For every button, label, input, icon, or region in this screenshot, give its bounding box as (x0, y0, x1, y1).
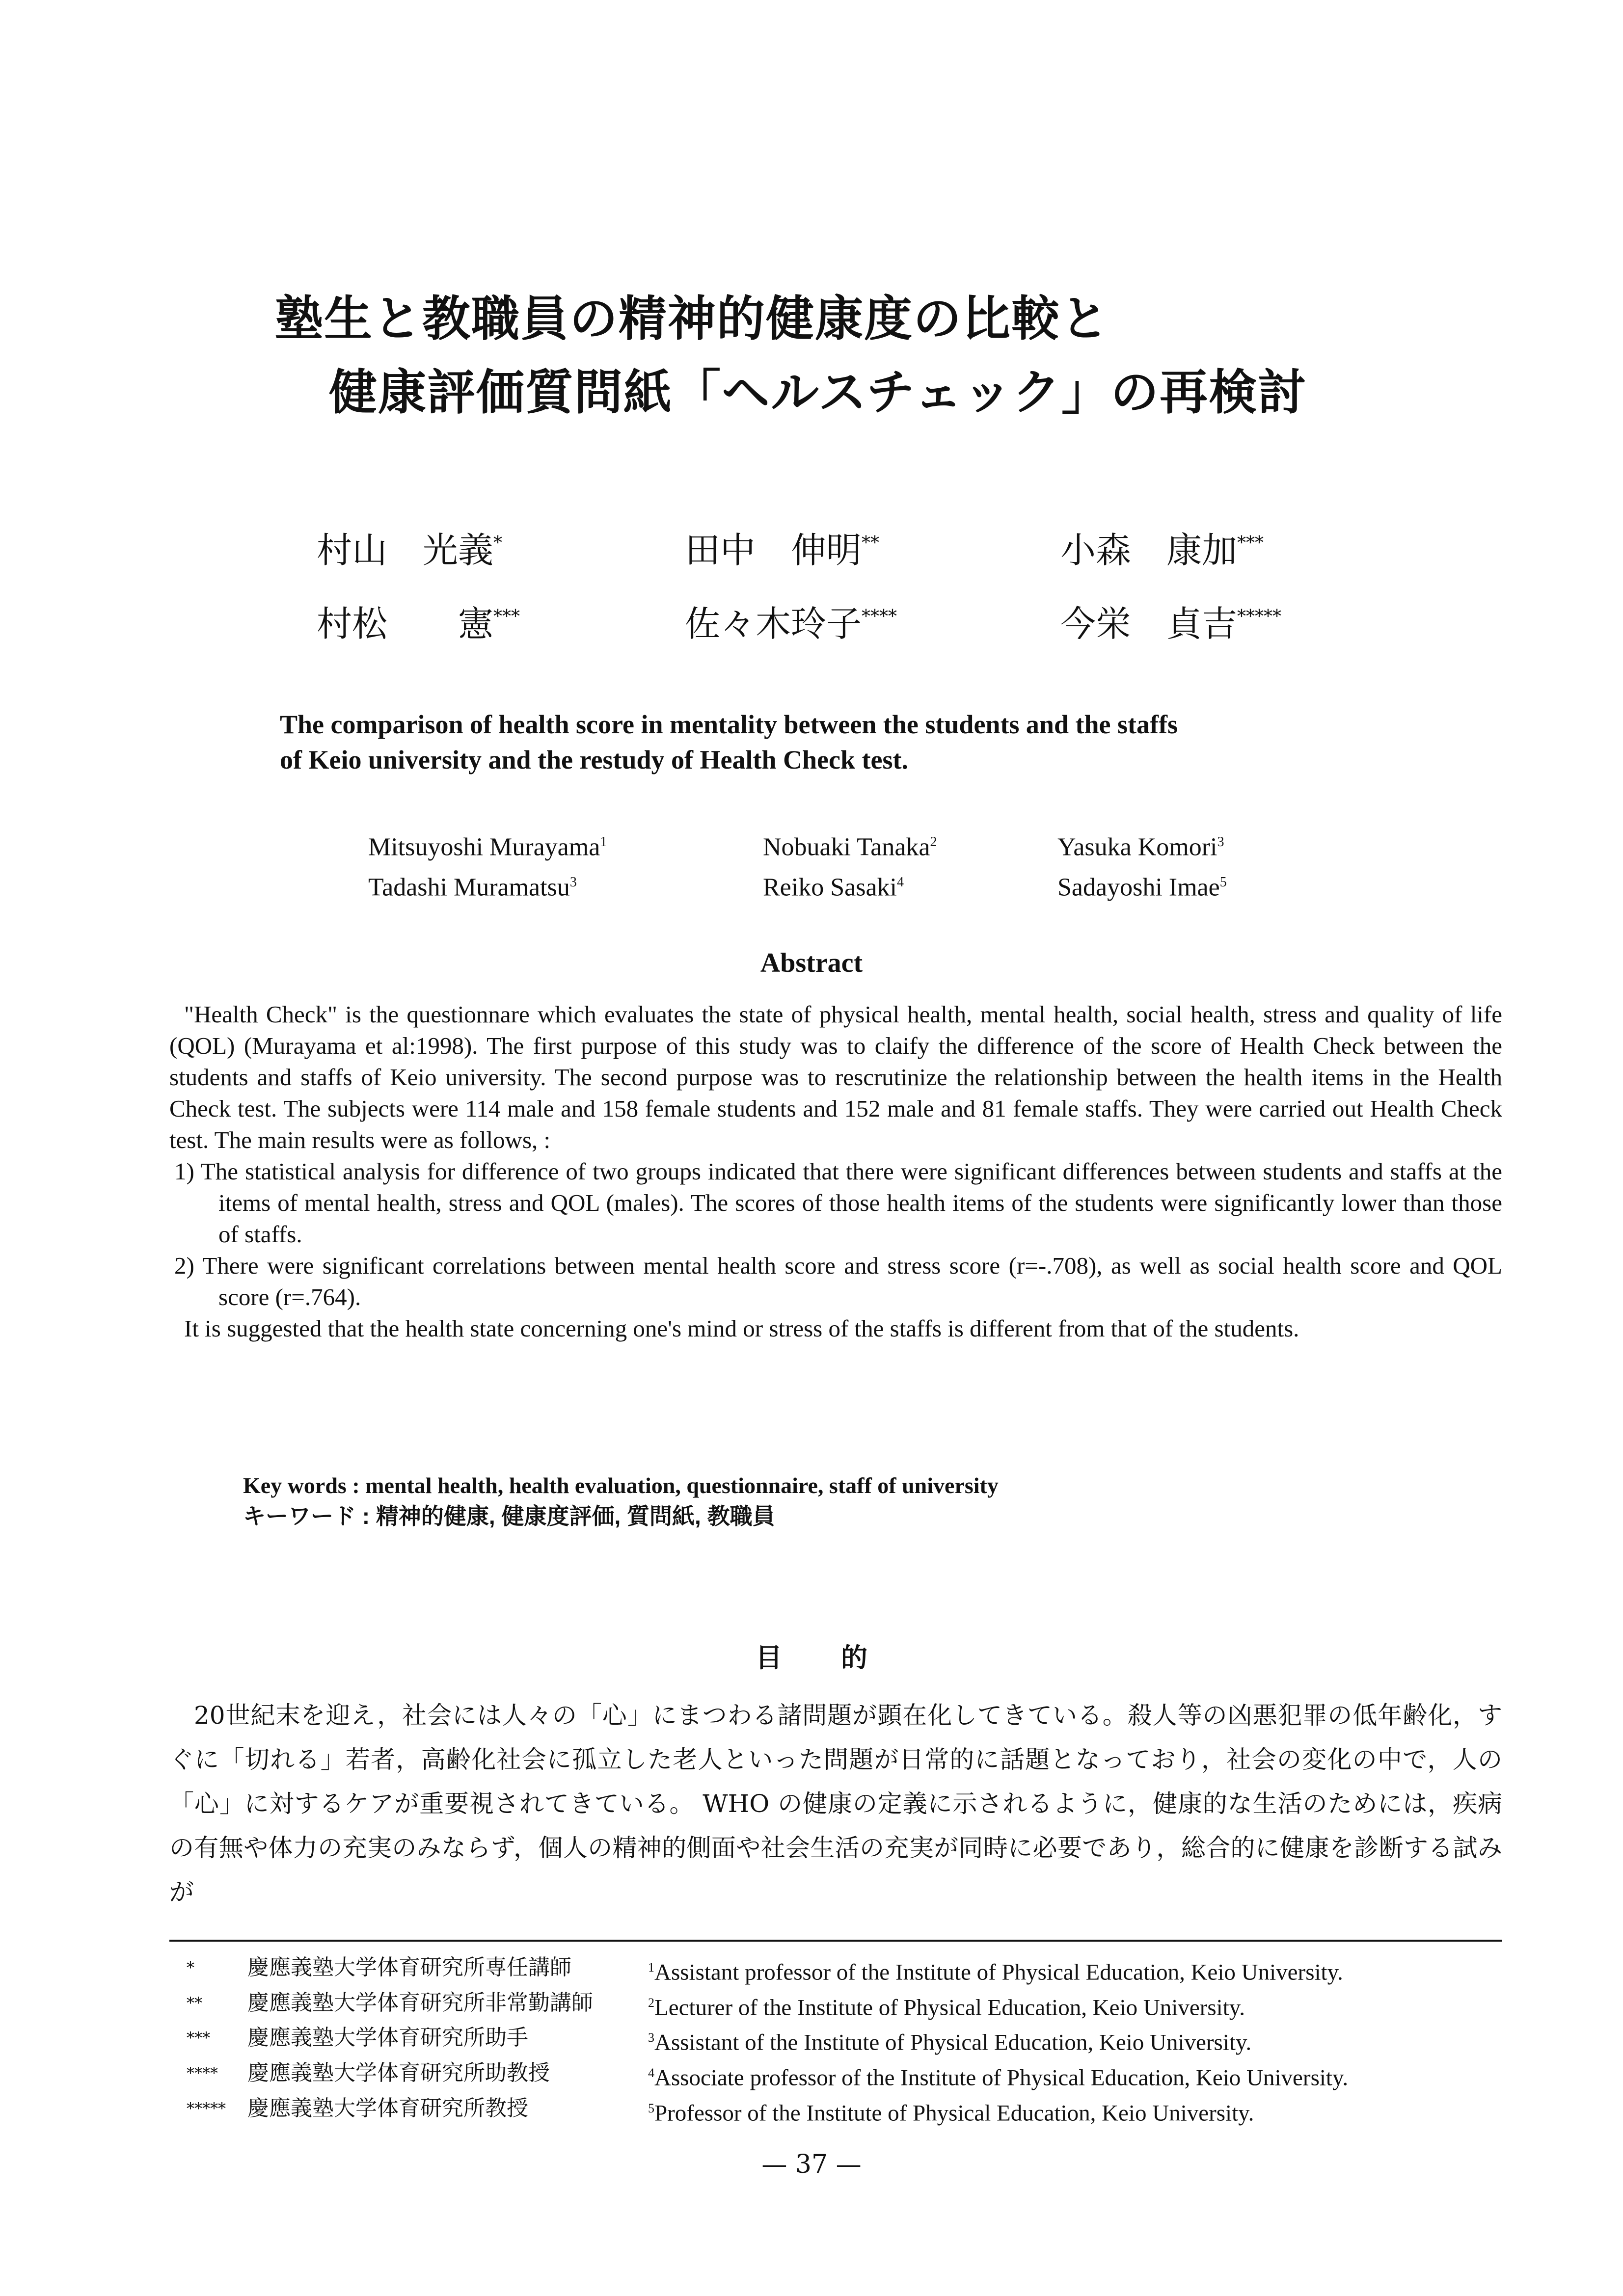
keywords-ja (243, 1501, 999, 1531)
english-authors (368, 825, 1227, 906)
author-row (368, 865, 1227, 905)
footnote-mark: ***** (187, 2099, 226, 2118)
author (317, 522, 685, 573)
keywords (243, 1470, 999, 1531)
author-mark: **** (862, 607, 897, 627)
author-mark: 3 (1217, 834, 1224, 850)
author-mark: 4 (896, 875, 904, 890)
author-name: Yasuka Komori (1057, 833, 1217, 861)
author-name: Reiko Sasaki (763, 873, 897, 902)
author-name: 今栄 貞吉 (1060, 603, 1238, 644)
footnote-mark: **** (187, 2063, 218, 2082)
author-name: Tadashi Muramatsu (368, 873, 570, 902)
author-mark: *** (1237, 533, 1264, 553)
japanese-title (275, 282, 1355, 429)
author-name: Nobuaki Tanaka (763, 833, 930, 861)
footnote-number: 2 (648, 1995, 654, 2010)
footnote-ja: 慶應義塾大学体育研究所助教授 (247, 2060, 550, 2085)
japanese-authors (317, 510, 1281, 658)
keywords-value: 精神的健康, 健康度評価, 質問紙, 教職員 (376, 1503, 775, 1529)
abstract-body (169, 999, 1502, 1344)
footnote-en (648, 2093, 1254, 2129)
abstract-heading: Abstract (760, 948, 863, 978)
footnote (187, 1988, 1348, 2023)
footnote-en (648, 1952, 1343, 1988)
footnote-en-text: Associate professor of the Institute of Physical Education, Keio University. (654, 2065, 1349, 2091)
footnote (187, 2023, 1348, 2058)
author (1060, 595, 1281, 646)
author-row (317, 510, 1281, 584)
keywords-en (243, 1470, 999, 1501)
abstract-conclusion: It is suggested that the health state concerning one's mind or stress of the staffs is different from that of the students. (184, 1315, 1299, 1342)
footnote-number: 3 (648, 2030, 654, 2045)
keywords-label: Key words : (243, 1473, 366, 1498)
footnote-ja: 慶應義塾大学体育研究所助手 (247, 2025, 528, 2051)
footnotes (187, 1952, 1348, 2128)
author-name: 村松 憲 (317, 603, 494, 644)
footnote-divider (169, 1940, 1502, 1942)
author-name: 田中 伸明 (685, 530, 862, 571)
footnote-mark: ** (187, 1993, 202, 2012)
footnote-number: 5 (648, 2101, 654, 2115)
page-number: — 37 — (761, 2150, 862, 2179)
footnote-mark: *** (187, 2029, 210, 2048)
keywords-label: キーワード : (243, 1503, 376, 1529)
keywords-value: mental health, health evaluation, questionnaire, staff of university (365, 1473, 999, 1498)
author (685, 522, 1060, 573)
author (317, 595, 685, 646)
author (685, 595, 1060, 646)
footnote (187, 2058, 1348, 2093)
footnote (187, 2093, 1348, 2129)
footnote (187, 1952, 1348, 1988)
footnote-en-text: Assistant professor of the Institute of Physical Education, Keio University. (654, 1959, 1343, 1985)
section-heading: 目的 (756, 1642, 926, 1673)
title-line: 健康評価質問紙「ヘルスチェック」の再検討 (329, 364, 1307, 421)
author (1060, 522, 1264, 573)
author-name: 佐々木玲子 (685, 603, 862, 644)
abstract-result-item: 1) The statistical analysis for difference of two groups indicated that there were significant differences between students and staffs at the items of mental health, stress and QOL (males). The scores of those health items of the students were significantly lower than those of staffs. (174, 1158, 1502, 1248)
author (763, 865, 1057, 905)
paragraph: 20世紀末を迎え，社会には人々の「心」にまつわる諸問題が顕在化してきている。殺人等の凶悪犯罪の低年齢化，すぐに「切れる」若者，高齢化社会に孤立した老人といった問題が日常的に話題となっており，社会の変化の中で，人の「心」に対するケアが重要視されてきている。 WHO の健康の定義に示されるように，健康的な生活のためには，疾病の有無や体力の充実のみならず，個人の精神的側面や社会生活の充実が同時に必要であり，総合的に健康を診断する試みが (169, 1701, 1502, 1906)
author-mark: * (493, 533, 503, 553)
footnote-en (648, 2023, 1251, 2058)
footnote-en (648, 2058, 1348, 2093)
title-line: 塾生と教職員の精神的健康度の比較と (275, 291, 1110, 347)
author-row (368, 825, 1227, 865)
author-name: Sadayoshi Imae (1057, 873, 1220, 902)
author (763, 825, 1057, 865)
author (1057, 825, 1224, 865)
author-mark: 1 (600, 834, 607, 850)
title-line: The comparison of health score in mentality between the students and the staffs (280, 710, 1178, 739)
english-title (280, 707, 1409, 777)
abstract-intro: "Health Check" is the questionnare which evaluates the state of physical health, mental health, social health, stress and quality of life (QOL) (Murayama et al:1998). The first purpose of this study was to claify the difference of the score of Health Check between the students and staffs of Keio university. The second purpose was to rescrutinize the relationship between the health items in the Health Check test. The subjects were 114 male and 158 female students and 152 male and 81 female staffs. They were carried out Health Check test. The main results were as follows, : (169, 1001, 1502, 1153)
author (368, 825, 763, 865)
author-mark: 3 (569, 875, 577, 890)
abstract-result-item: 2) There were significant correlations between mental health score and stress score (r=-.708), as well as social health score and QOL score (r=.764). (174, 1252, 1502, 1310)
footnote-en (648, 1988, 1245, 2023)
footnote-en-text: Professor of the Institute of Physical Education, Keio University. (654, 2100, 1254, 2126)
author (1057, 865, 1227, 905)
body-text (169, 1693, 1502, 1914)
author-mark: 5 (1219, 875, 1227, 890)
author-mark: ***** (1237, 607, 1282, 627)
footnote-ja: 慶應義塾大学体育研究所非常勤講師 (247, 1990, 593, 2015)
author-name: 小森 康加 (1060, 530, 1238, 571)
author-name: 村山 光義 (317, 530, 494, 571)
author (368, 865, 763, 905)
author-mark: 2 (930, 834, 937, 850)
footnote-en-text: Assistant of the Institute of Physical Education, Keio University. (654, 2029, 1252, 2056)
footnote-number: 4 (648, 2065, 654, 2080)
author-name: Mitsuyoshi Murayama (368, 833, 600, 861)
footnote-ja: 慶應義塾大学体育研究所専任講師 (247, 1955, 571, 1980)
author-mark: *** (493, 607, 520, 627)
title-line: of Keio university and the restudy of Health Check test. (280, 745, 908, 774)
footnote-ja: 慶應義塾大学体育研究所教授 (247, 2095, 528, 2121)
author-mark: ** (862, 533, 880, 553)
author-row (317, 584, 1281, 658)
footnote-mark: * (187, 1958, 194, 1977)
footnote-number: 1 (648, 1960, 654, 1975)
footnote-en-text: Lecturer of the Institute of Physical Education, Keio University. (654, 1995, 1245, 2021)
